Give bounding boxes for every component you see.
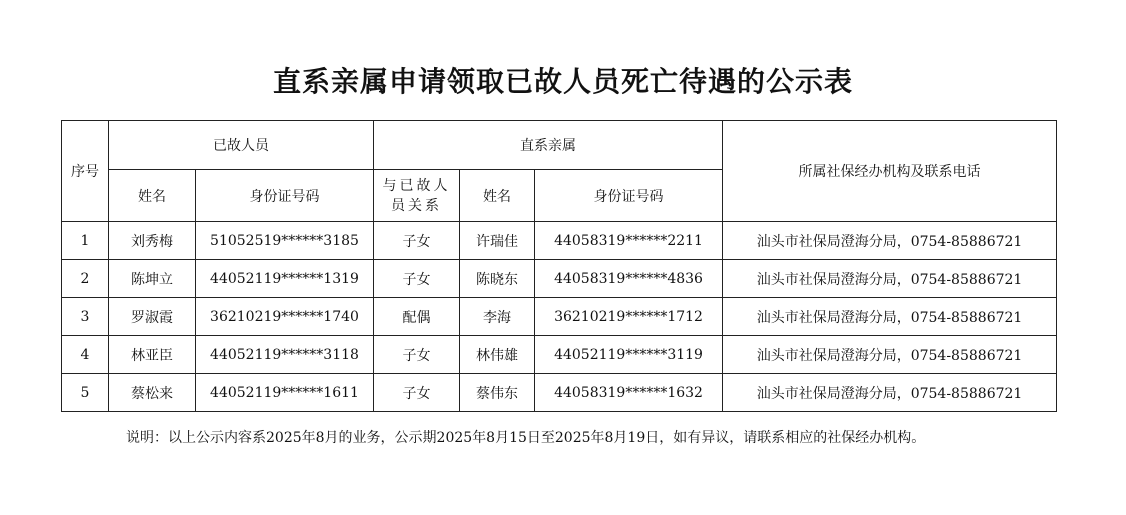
table-row	[62, 374, 1057, 412]
table-row	[62, 222, 1057, 260]
cell-relative-id: 44058319******4836	[535, 260, 723, 298]
header-relative-id: 身份证号码	[535, 170, 723, 222]
cell-seq: 2	[62, 260, 109, 298]
cell-relative-id: 44058319******2211	[535, 222, 723, 260]
table-row	[62, 336, 1057, 374]
cell-agency: 汕头市社保局澄海分局，0754-85886721	[723, 260, 1057, 298]
cell-relative-name: 陈晓东	[460, 260, 535, 298]
header-deceased-name: 姓名	[109, 170, 196, 222]
cell-relative-id: 36210219******1712	[535, 298, 723, 336]
cell-relationship: 子女	[374, 260, 460, 298]
cell-deceased-id: 44052119******1319	[196, 260, 374, 298]
cell-seq: 1	[62, 222, 109, 260]
cell-seq: 3	[62, 298, 109, 336]
cell-seq: 5	[62, 374, 109, 412]
cell-deceased-id: 36210219******1740	[196, 298, 374, 336]
cell-deceased-id: 51052519******3185	[196, 222, 374, 260]
cell-deceased-name: 陈坤立	[109, 260, 196, 298]
cell-agency: 汕头市社保局澄海分局，0754-85886721	[723, 336, 1057, 374]
cell-relative-id: 44052119******3119	[535, 336, 723, 374]
table-row	[62, 298, 1057, 336]
page-title: 直系亲属申请领取已故人员死亡待遇的公示表	[272, 65, 853, 98]
cell-relationship: 子女	[374, 336, 460, 374]
header-relative-name: 姓名	[460, 170, 535, 222]
cell-relative-id: 44058319******1632	[535, 374, 723, 412]
header-relatives-group: 直系亲属	[374, 121, 723, 170]
cell-relationship: 配偶	[374, 298, 460, 336]
cell-relationship: 子女	[374, 222, 460, 260]
cell-deceased-name: 林亚臣	[109, 336, 196, 374]
cell-agency: 汕头市社保局澄海分局，0754-85886721	[723, 374, 1057, 412]
header-deceased-id: 身份证号码	[196, 170, 374, 222]
cell-deceased-id: 44052119******1611	[196, 374, 374, 412]
table-row	[62, 260, 1057, 298]
footnote: 说明：以上公示内容系2025年8月的业务，公示期2025年8月15日至2025年8月19日，如有异议，请联系相应的社保经办机构。	[126, 430, 926, 446]
cell-seq: 4	[62, 336, 109, 374]
cell-deceased-name: 罗淑霞	[109, 298, 196, 336]
cell-relative-name: 许瑞佳	[460, 222, 535, 260]
cell-deceased-name: 刘秀梅	[109, 222, 196, 260]
cell-deceased-id: 44052119******3118	[196, 336, 374, 374]
header-relationship: 与已故人员关系	[374, 170, 460, 222]
header-seq: 序号	[62, 121, 109, 222]
cell-relationship: 子女	[374, 374, 460, 412]
cell-relative-name: 李海	[460, 298, 535, 336]
header-agency: 所属社保经办机构及联系电话	[723, 121, 1057, 222]
cell-agency: 汕头市社保局澄海分局，0754-85886721	[723, 222, 1057, 260]
cell-relative-name: 蔡伟东	[460, 374, 535, 412]
cell-agency: 汕头市社保局澄海分局，0754-85886721	[723, 298, 1057, 336]
notice-table	[61, 120, 1057, 412]
cell-deceased-name: 蔡松来	[109, 374, 196, 412]
header-row-group	[62, 121, 1057, 170]
header-deceased-group: 已故人员	[109, 121, 374, 170]
cell-relative-name: 林伟雄	[460, 336, 535, 374]
